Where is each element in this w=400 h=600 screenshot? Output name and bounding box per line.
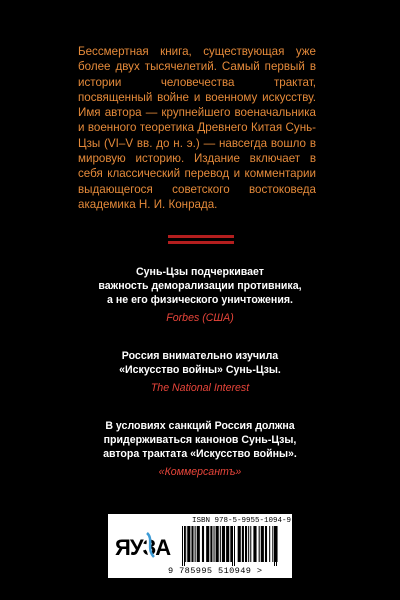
quote-source: Forbes (США)	[166, 312, 234, 324]
press-quote-kommersant	[40, 419, 360, 479]
barcode-bar	[226, 526, 229, 562]
barcode-bar	[238, 526, 241, 562]
barcode-bar	[261, 526, 264, 562]
quote-source: The National Interest	[150, 382, 250, 394]
barcode-bar	[187, 526, 190, 562]
barcode-bar	[276, 526, 277, 566]
barcode-bar	[206, 526, 209, 562]
quote-line: Сунь-Цзы подчеркивает	[136, 266, 264, 278]
annotation-text: Бессмертная книга, существующая уже более двух тысячелетий. Самый первый в истории человечества трактат, посвященный войне и военному искусству. Имя автора — крупнейшего военачальника и военного теоретика Древнего Китая Сунь-Цзы (VI–V вв. до н. э.) — навсегда вошло в мировую историю. Издание включает в себя классический перевод и комментарии выдающегося советского востоковеда академика Н. И. Конрада.	[78, 45, 316, 211]
press-quote-national-interest	[40, 349, 360, 395]
barcode-bar	[242, 526, 244, 562]
barcode-bar	[259, 526, 260, 562]
isbn-label: ISBN 978-5-9955-1094-9	[192, 517, 292, 525]
publisher-logo-text: ЯУЗА	[115, 535, 171, 560]
quote-line: Россия внимательно изучила	[121, 350, 279, 362]
barcode-bars	[182, 526, 286, 566]
barcode-bar	[216, 526, 219, 562]
barcode-digits: 9 785995 510949 >	[168, 566, 263, 576]
barcode-bar	[245, 526, 247, 562]
barcode-bar	[269, 526, 270, 562]
publisher-logo	[114, 524, 171, 566]
barcode-bar	[220, 526, 221, 562]
barcode-bar	[202, 526, 204, 562]
divider-line-top	[168, 235, 234, 238]
barcode-bar	[182, 526, 183, 566]
quote-line: В условиях санкций Россия должна	[105, 420, 295, 432]
barcode-bar	[265, 526, 267, 562]
barcode-bar	[185, 526, 186, 562]
barcode-bar	[272, 526, 273, 562]
barcode-bar	[197, 526, 200, 562]
quote-source: «Коммерсантъ»	[158, 466, 242, 478]
divider-line-bottom	[168, 241, 234, 244]
barcode-bar	[253, 526, 256, 562]
barcode-bar	[232, 526, 233, 566]
barcode-bar	[274, 526, 275, 566]
barcode-bar	[248, 526, 249, 562]
quote-line: а не его физического уничтожения.	[107, 294, 293, 306]
press-quote-forbes	[40, 265, 360, 325]
barcode-panel	[108, 514, 292, 578]
quote-line: важность деморализации противника,	[98, 280, 302, 292]
barcode-bar	[184, 526, 185, 566]
barcode-bar	[234, 526, 235, 566]
barcode-bar	[191, 526, 193, 562]
quote-line: автора трактата «Искусство войны».	[103, 448, 297, 460]
barcode-bar	[222, 526, 225, 562]
barcode-bar	[210, 526, 212, 562]
barcode-bar	[195, 526, 196, 562]
quote-line: придерживаться канонов Сунь-Цзы,	[103, 434, 297, 446]
quote-line: «Искусство войны» Сунь-Цзы.	[119, 364, 281, 376]
barcode-bar	[214, 526, 215, 562]
barcode-bar	[250, 526, 251, 562]
